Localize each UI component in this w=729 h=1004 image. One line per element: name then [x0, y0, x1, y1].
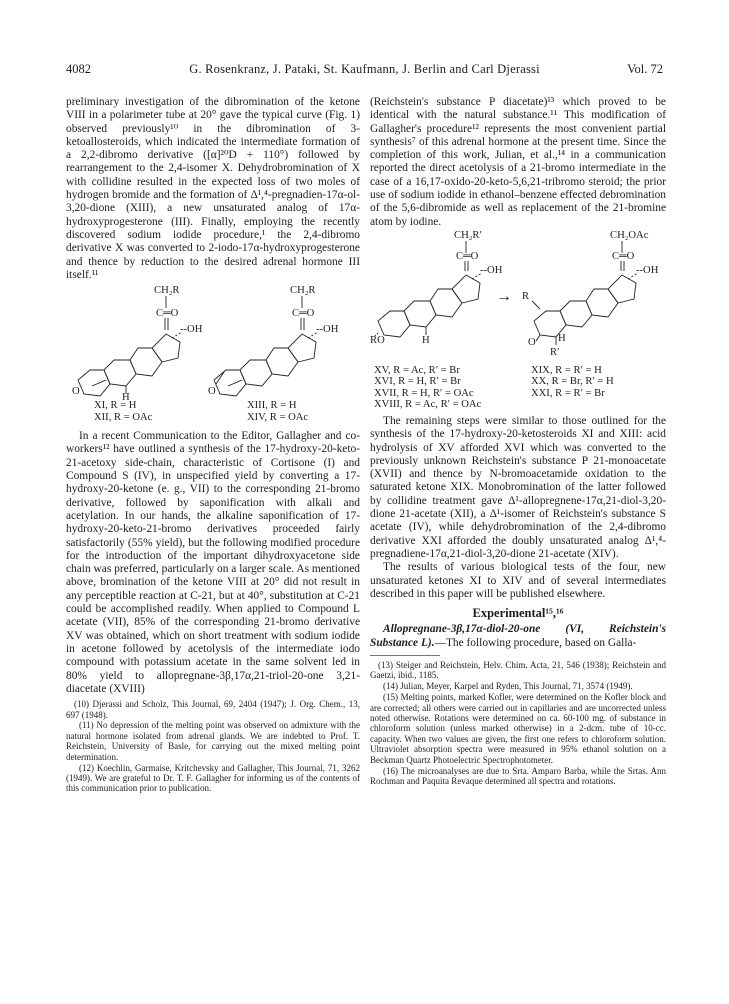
- structures-xi-xiv: [66, 282, 360, 423]
- reaction-arrow: →: [496, 287, 512, 305]
- footnote: (13) Steiger and Reichstein, Helv. Chim. Acta, 21, 546 (1938); Reichstein and Gaetzi, ibid., 1185.: [370, 660, 666, 681]
- carbonyl-label: C═O: [456, 250, 479, 262]
- legend-item: XII, R = OAc: [94, 411, 153, 423]
- legend-item: XV, R = Ac, R′ = Br: [374, 364, 460, 376]
- compound-legend-right: [370, 365, 666, 411]
- hydrogen-label: H: [122, 392, 130, 401]
- running-authors: G. Rosenkranz, J. Pataki, St. Kaufmann, J. Berlin and Carl Djerassi: [189, 62, 540, 76]
- footnote: (14) Julian, Meyer, Karpel and Ryden, This Journal, 71, 3574 (1949).: [383, 681, 633, 692]
- ch2r-label: CH₂R: [290, 285, 316, 297]
- volume-label: Vol. 72: [627, 62, 663, 76]
- carbonyl-label: C═O: [612, 250, 635, 262]
- legend-item: XVI, R = H, R′ = Br: [374, 376, 461, 388]
- r-prime-label: R′: [550, 346, 560, 358]
- page-number: 4082: [66, 62, 91, 76]
- carbonyl-label: C═O: [156, 308, 179, 320]
- r-substituent-label: R: [522, 290, 530, 302]
- keto-oxygen-label: O: [528, 336, 536, 348]
- hydroxyl-label: --OH: [636, 264, 659, 276]
- footnote: (15) Melting points, marked Kofler, were determined on the Kofler block and are corrected; all others were carried out in capillaries and are uncorrected unless noted otherwise. Rotations were determined on ca. 60-100 mg. of substance in chloroform solution (unless marked otherwise) in a 2-dcm. tube of 10-cc. capacity. When two values are given, the first one refers to chloroform solution. Ultraviolet absorption spectra were measured in 95% ethanol solution on a Beckman Quartz Photoelectric Spectrophotometer.: [370, 692, 666, 765]
- ch2r-label: CH₂R: [154, 285, 180, 297]
- keto-oxygen-label: O: [72, 386, 80, 398]
- page-header: [66, 62, 663, 80]
- experimental-text: —The following procedure, based on Galla-: [434, 636, 637, 649]
- ch2r-label: CH₂R′: [454, 229, 482, 241]
- hydrogen-label: H: [422, 334, 430, 346]
- legend-item: XIV, R = OAc: [247, 411, 309, 423]
- steroid-structures-left: [66, 282, 360, 400]
- left-column: [66, 96, 360, 794]
- legend-item: XVIII, R = Ac, R′ = OAc: [374, 399, 482, 411]
- hydrogen-label: H: [558, 332, 566, 344]
- footnote-divider: [370, 655, 440, 656]
- legend-item: XXI, R = R′ = Br: [531, 387, 605, 399]
- experimental-heading: Experimental¹⁵,¹⁶: [472, 606, 564, 621]
- legend-item: XIX, R = R′ = H: [531, 364, 602, 376]
- legend-item: XIII, R = H: [247, 400, 297, 412]
- left-paragraph-2: In a recent Communication to the Editor, Gallagher and co-workers¹² have outlined a synthesis of the 17-hydroxy-20-keto-21-acetoxy side-chain, characteristic of Cortisone (I) and Compound S (IV), in unspecified yield by converting a 17-hydroxy-20-ketone (e. g., VII) to the corresponding 21-bromo derivative, followed by saponification with alkali and acetylation. In our hands, the alkaline saponification of 17-hydroxy-20-keto-21-bromo derivatives proceeded fairly satisfactorily (55% yield), but the following modified procedure for the introduction of the important dihydroxyacetone side chain was preferred, particularly on a larger scale. As mentioned above, bromination of the ketone VIII at 20° did not result in any perceptible reaction at C-21, but at 40°, substitution at C-21 could be accomplished readily. When applied to Compound L acetate (VII), 85% of the corresponding 21-bromo derivative XV was obtained, which on short treatment with sodium iodide in acetone followed by acetolysis of the intermediate iodo compound with potassium acetate in the same solvent led in 80% yield to allopregnane-3β,17α,21-triol-20-one 3,21-diacetate (XVIII): [66, 430, 360, 695]
- carbonyl-label: C═O: [292, 308, 315, 320]
- compound-legend-left: [66, 400, 360, 423]
- ch2oac-label: CH₂OAc: [610, 229, 649, 241]
- structures-xv-xxi: [370, 229, 666, 411]
- hydroxyl-label: --OH: [180, 324, 203, 336]
- left-paragraph-1: preliminary investigation of the dibromination of the ketone VIII in a polarimeter tube at 20° gave the typical curve (Fig. 1) observed previously¹⁰ in the dibromination of 3-ketoallosteroids, which indicated the intermediate formation of a 2,2-dibromo derivative ([α]²⁰D + 110°) followed by rearrangement to the 2,4-isomer X. Dehydrobromination of X with collidine resulted in the expected loss of two moles of hydrogen bromide and the formation of Δ¹,⁴-pregnadien-17α-ol-3,20-dione (XIII), a new unsaturated analog of 17α-hydroxyprogesterone (III). Finally, employing the recently discovered sodium iodide procedure,¹ the 2,4-dibromo derivative X was converted to 2-iodo-17α-hydroxyprogesterone and thence by reduction to the desired adrenal hormone III itself.¹¹: [66, 96, 360, 281]
- right-paragraph-1: (Reichstein's substance P diacetate)¹³ which proved to be identical with the natural substance.¹¹ This modification of Gallagher's procedure¹² represents the most convenient partial synthesis⁷ of this adrenal hormone at the present time. Since the completion of this work, Julian, et al.,¹⁴ in a communication reported the direct acetolysis of a 21-bromo intermediate in the case of a 16,17-oxido-20-keto-5,6,21-tribromo steroid; the prior use of sodium iodide in ethanol–benzene effected debromination of the 5,6-dibromide as well as replacement of the 21-bromine atom by iodine.: [370, 96, 666, 228]
- footnote: (12) Koechlin, Garmaise, Kritchevsky and Gallagher, This Journal, 71, 3262 (1949). We are grateful to Dr. T. F. Gallagher for informing us of the contents of this communication prior to publication.: [66, 762, 360, 794]
- right-paragraph-3: The results of various biological tests of the four, new unsaturated ketones XI to XIV and of several intermediates described in this paper will be published elsewhere.: [370, 561, 666, 600]
- footnotes-right: [370, 660, 666, 786]
- hydroxyl-label: --OH: [480, 264, 503, 276]
- experimental-title: Allopregnane-3β,17α-diol-20-one (VI, Reichstein's Substance L).: [370, 623, 666, 649]
- hydroxyl-label: --OH: [316, 324, 339, 336]
- legend-item: XVII, R = H, R′ = OAc: [374, 387, 474, 399]
- legend-item: XX, R = Br, R′ = H: [531, 376, 614, 388]
- right-column: [370, 96, 666, 787]
- footnote: (11) No depression of the melting point was observed on admixture with the natural hormone isolated from adrenal glands. We are indebted to Prof. T. Reichstein, University of Basle, for carrying out the mixed melting point determination.: [66, 720, 360, 762]
- footnote: (10) Djerassi and Scholz, This Journal, 69, 2404 (1947); J. Org. Chem., 13, 697 (1948).: [66, 699, 360, 720]
- right-paragraph-2: The remaining steps were similar to those outlined for the synthesis of the 17-hydroxy-20-ketosteroids XI and XIII: acid hydrolysis of XV afforded XVI which was converted to the previously unknown Reichstein's substance P 21-monoacetate (XVII) and thence by N-bromoacetamide oxidation to the saturated ketone XIX. Monobromination of the latter followed by collidine treatment gave Δ¹-allopregnene-17α,21-diol-3,20-dione 21-acetate (XII), a Δ¹-isomer of Reichstein's substance S acetate (IV), while dehydrobromination of the 2,4-dibromo derivative XXI afforded the doubly unsaturated analog Δ¹,⁴-pregnadiene-17α,21-diol-3,20-dione 21-acetate (XIV).: [370, 414, 666, 560]
- legend-item: XI, R = H: [94, 400, 137, 412]
- footnote: (16) The microanalyses are due to Srta. Amparo Barba, while the Srtas. Ann Rochman and Paquita Revaque determined all spectra and rotations.: [370, 765, 666, 786]
- keto-oxygen-label: O: [208, 386, 216, 398]
- steroid-structures-right: [370, 229, 666, 365]
- footnotes-left: [66, 699, 360, 794]
- experimental-paragraph: [370, 623, 666, 650]
- ro-label: RO: [370, 334, 385, 346]
